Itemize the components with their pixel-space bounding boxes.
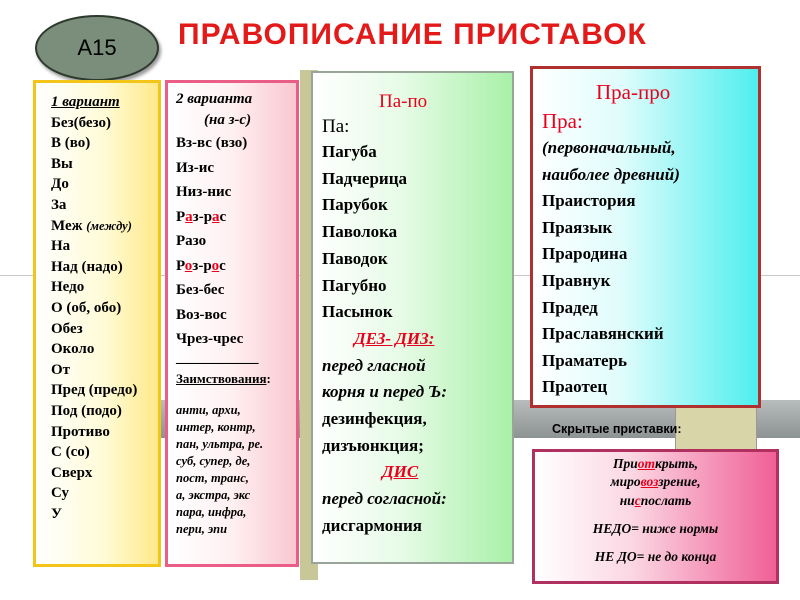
pra-note-line: (первоначальный, xyxy=(542,138,676,157)
pra-note-line: наиболее древний) xyxy=(542,164,680,184)
prefix-item: Противо xyxy=(51,423,110,440)
divider-line: ___________ xyxy=(176,349,259,366)
borrow-line: интер, контр, xyxy=(176,419,256,434)
pra-pro-column xyxy=(530,66,761,408)
word-item: Праязык xyxy=(542,217,613,237)
hidden-prefixes-box xyxy=(532,449,779,584)
word-item: Падчерица xyxy=(322,168,407,188)
one-variant-column xyxy=(33,80,161,567)
borrow-label-row xyxy=(176,364,296,394)
word-item: Праматерь xyxy=(542,350,628,370)
word-item: Праотец xyxy=(542,377,608,397)
word-item: Пагубно xyxy=(322,275,387,295)
borrow-colon: : xyxy=(266,370,271,386)
pra-pro-heading: Пра-про xyxy=(596,80,671,104)
one-variant-heading: 1 вариант xyxy=(51,94,120,110)
nedo-rule: НЕДО= ниже нормы xyxy=(592,521,719,536)
prefix-item: О (об, обо) xyxy=(51,299,122,316)
word-item: Праистория xyxy=(542,191,636,211)
hidden-word-part: зрение, xyxy=(658,474,701,489)
hidden-prefix-mark: от xyxy=(637,456,655,471)
prefix-item: Из-ис xyxy=(176,159,214,176)
ne-do-rule: НЕ ДО= не до конца xyxy=(594,549,717,564)
hidden-word xyxy=(535,472,776,491)
word-item: Прадед xyxy=(542,297,598,317)
task-badge: А15 xyxy=(35,15,159,81)
dez-line: дезинфекция, xyxy=(322,409,427,429)
hidden-prefixes-label: Скрытые приставки: xyxy=(552,422,682,436)
prefix-item: Без(безо) xyxy=(51,114,111,131)
pa-subheading: Па: xyxy=(322,116,350,137)
borrow-line: пери, эпи xyxy=(176,521,228,536)
hidden-prefix-mark: с xyxy=(634,493,641,508)
pa-po-column xyxy=(311,71,514,564)
prefix-item: От xyxy=(51,361,71,378)
hidden-word xyxy=(535,491,776,510)
prefix-item-mezh xyxy=(51,216,158,237)
prefix-item: Под (подо) xyxy=(51,402,122,419)
mezh-text: Меж xyxy=(51,217,83,234)
prefix-item: Разо xyxy=(176,233,207,249)
borrow-label: Заимствования xyxy=(176,370,267,386)
borrow-line: а, экстра, экс xyxy=(176,487,251,502)
dez-line: перед гласной xyxy=(322,355,426,375)
hidden-word xyxy=(535,455,776,472)
page-title: ПРАВОПИСАНИЕ ПРИСТАВОК xyxy=(178,18,647,51)
word-item: Паводок xyxy=(322,248,388,268)
two-variants-subheading: (на з-с) xyxy=(204,112,252,128)
raz-part: Р xyxy=(176,208,186,225)
prefix-item: Обез xyxy=(51,320,83,337)
dis-line: перед согласной: xyxy=(322,489,447,509)
borrow-line: суб, супер, де, xyxy=(176,453,251,468)
word-item: Парубок xyxy=(322,195,388,215)
two-variants-heading: 2 варианта xyxy=(176,91,253,107)
mezh-note: (между) xyxy=(86,218,132,233)
dis-line: дисгармония xyxy=(322,515,422,535)
prefix-item: Низ-нис xyxy=(176,184,232,200)
hidden-word-part: послать xyxy=(640,493,692,508)
prefix-item: Вз-вс (взо) xyxy=(176,135,248,151)
dez-line: корня и перед Ъ: xyxy=(322,382,448,402)
dez-heading: ДЕЗ- ДИЗ: xyxy=(354,328,435,348)
word-item: Праславянский xyxy=(542,324,664,344)
raz-vowel: а xyxy=(212,208,220,225)
prefix-item-raz xyxy=(176,205,296,230)
prefix-item: Воз-вос xyxy=(176,306,227,323)
prefix-item: До xyxy=(51,176,69,193)
prefix-item: С (со) xyxy=(51,444,90,461)
borrow-line: анти, архи, xyxy=(176,402,241,417)
dez-line: дизъюнкция; xyxy=(322,435,424,455)
word-item: Правнук xyxy=(542,270,611,290)
raz-part: с xyxy=(219,208,227,225)
roz-part: Р xyxy=(176,257,185,274)
dis-heading: ДИС xyxy=(382,462,419,482)
olive-block xyxy=(675,400,757,454)
pa-po-heading: Па-по xyxy=(379,91,428,112)
borrow-line: пост, транс, xyxy=(176,470,249,485)
borrow-line: пан, ультра, ре. xyxy=(176,436,264,451)
roz-vowel: о xyxy=(211,257,220,274)
word-item: Прародина xyxy=(542,244,628,264)
prefix-item: Недо xyxy=(51,279,85,296)
prefix-item: Вы xyxy=(51,155,73,172)
prefix-item: Пред (предо) xyxy=(51,382,138,399)
raz-vowel: а xyxy=(185,208,193,225)
hidden-word-part: крыть, xyxy=(655,456,699,471)
prefix-item: За xyxy=(51,196,67,213)
prefix-item: У xyxy=(51,505,63,522)
pra-subheading: Пра: xyxy=(542,109,583,133)
raz-part: з-р xyxy=(192,208,213,225)
roz-part: с xyxy=(219,257,226,274)
word-item: Паволока xyxy=(322,222,398,242)
borrow-line: пара, инфра, xyxy=(176,504,247,519)
hidden-word-part: При xyxy=(612,456,638,471)
prefix-item: Су xyxy=(51,485,69,502)
prefix-item: В (во) xyxy=(51,135,91,152)
roz-vowel: о xyxy=(184,257,193,274)
prefix-item: Над (надо) xyxy=(51,258,123,275)
roz-part: з-р xyxy=(192,257,212,274)
hidden-word-part: ни xyxy=(619,493,635,508)
hidden-prefix-mark: воз xyxy=(640,474,659,489)
prefix-item: На xyxy=(51,238,71,255)
prefix-item: Без-бес xyxy=(176,282,225,298)
word-item: Пасынок xyxy=(322,302,393,322)
prefix-item-roz xyxy=(176,254,296,279)
prefix-item: Сверх xyxy=(51,464,93,481)
prefix-item: Чрез-чрес xyxy=(176,331,244,347)
word-item: Пагуба xyxy=(322,142,377,161)
prefix-item: Около xyxy=(51,341,95,358)
hidden-word-part: миро xyxy=(610,474,641,489)
two-variants-column xyxy=(165,80,299,567)
